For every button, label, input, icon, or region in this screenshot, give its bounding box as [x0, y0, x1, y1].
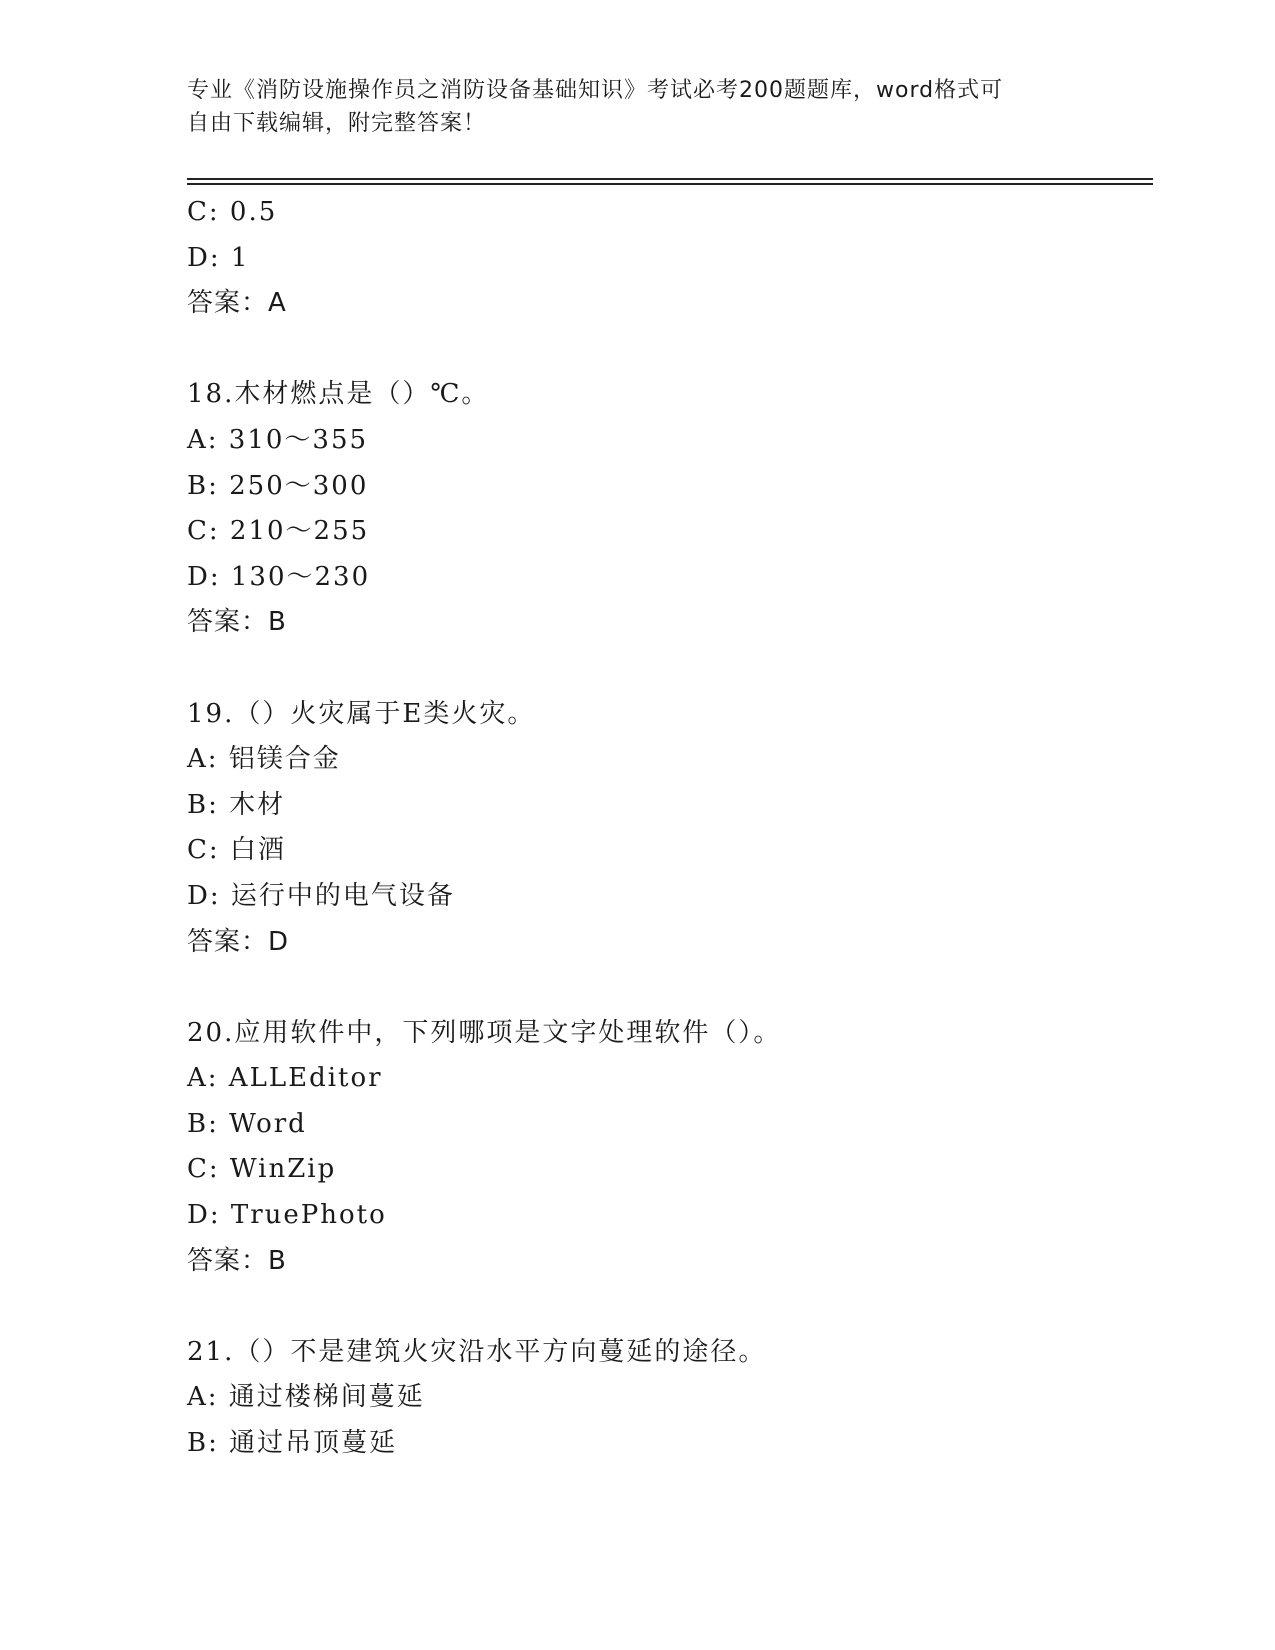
option-a: A: ALLEditor: [187, 1063, 383, 1094]
option-d: D: 130～230: [187, 561, 371, 592]
question-19: [187, 692, 1153, 966]
answer-line: 答案：D: [187, 926, 290, 957]
answer-line: 答案：B: [187, 1245, 287, 1276]
header-line-1: 专业《消防设施操作员之消防设备基础知识》考试必考200题题库，word格式可: [187, 78, 1004, 103]
option-d: D: 运行中的电气设备: [187, 880, 455, 911]
spacer: [187, 327, 1153, 373]
header-divider-top: [187, 178, 1153, 180]
question-text: 18.木材燃点是（）℃。: [187, 379, 490, 410]
option-d: D: TruePhoto: [187, 1200, 387, 1231]
option-b: B: 250～300: [187, 470, 369, 501]
option-b: B: 通过吊顶蔓延: [187, 1428, 398, 1459]
header-divider-bottom: [187, 183, 1153, 185]
document-header: [187, 74, 1067, 140]
option-b: B: 木材: [187, 789, 286, 820]
option-c: C: WinZip: [187, 1154, 337, 1185]
option-c: C: 210～255: [187, 516, 370, 547]
question-text: 19.（）火灾属于E类火灾。: [187, 698, 536, 729]
question-20: [187, 1011, 1153, 1285]
option-a: A: 通过楼梯间蔓延: [187, 1382, 425, 1413]
option-c: C: 白酒: [187, 835, 286, 866]
spacer: [187, 1284, 1153, 1330]
option-d: D: 1: [187, 242, 250, 273]
answer-line: 答案：B: [187, 607, 287, 638]
question-17-fragment: [187, 190, 1153, 327]
option-a: A: 310～355: [187, 424, 369, 455]
question-21: [187, 1330, 1153, 1467]
option-a: A: 铝镁合金: [187, 744, 341, 775]
question-text: 21.（）不是建筑火灾沿水平方向蔓延的途径。: [187, 1336, 767, 1367]
spacer: [187, 646, 1153, 692]
option-b: B: Word: [187, 1108, 307, 1139]
option-c: C: 0.5: [187, 197, 278, 227]
answer-line: 答案：A: [187, 288, 287, 319]
header-line-2: 自由下载编辑，附完整答案！: [187, 111, 487, 136]
question-text: 20.应用软件中，下列哪项是文字处理软件（）。: [187, 1017, 782, 1048]
spacer: [187, 965, 1153, 1011]
question-18: [187, 372, 1153, 646]
question-content: [187, 190, 1153, 1467]
